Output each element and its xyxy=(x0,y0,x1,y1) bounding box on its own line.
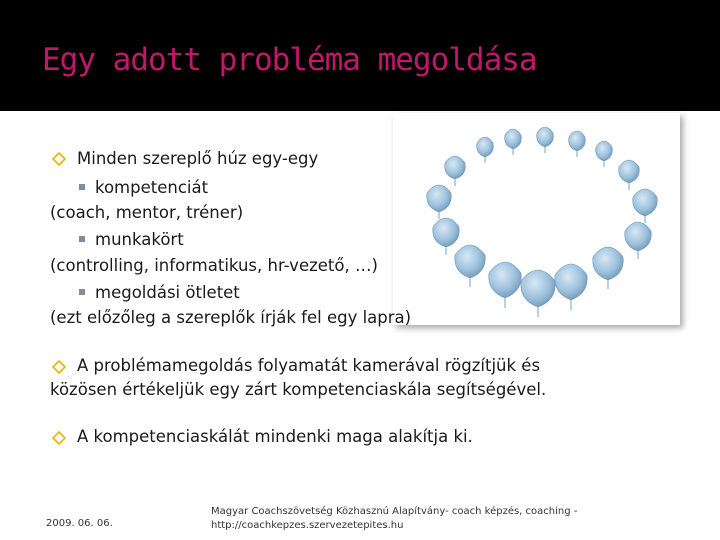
sub-item-text: kompetenciát xyxy=(95,178,209,197)
chairs-image xyxy=(393,113,680,325)
chairs-circle-icon xyxy=(393,113,680,325)
sub-item xyxy=(79,283,240,303)
bullet-text: Minden szereplő húz egy-egy xyxy=(77,149,319,168)
footer-text xyxy=(211,505,577,533)
square-bullet-icon xyxy=(79,184,85,190)
sub-item-text: munkakört xyxy=(95,230,184,249)
sub-item-detail: (coach, mentor, tréner) xyxy=(50,203,244,222)
bullet-text: A kompetenciaskálát mindenki maga alakítja ki. xyxy=(77,427,473,446)
footer-line: Magyar Coachszövetség Közhasznú Alapítvány- coach képzés, coaching - xyxy=(211,506,578,517)
bullet-text: A problémamegoldás folyamatát kamerával rögzítjük és xyxy=(77,356,541,375)
sub-item-text: megoldási ötletet xyxy=(95,283,240,302)
bullet-continuation: közösen értékeljük egy zárt kompetenciaskála segítségével. xyxy=(50,380,547,399)
sub-item-detail: (ezt előzőleg a szereplők írják fel egy lapra) xyxy=(50,308,412,327)
title-bar xyxy=(0,0,720,111)
bullet-icon xyxy=(52,360,66,374)
sub-item xyxy=(79,230,184,250)
bullet-icon xyxy=(52,431,66,445)
square-bullet-icon xyxy=(79,236,85,242)
footer-url: http://coachkepzes.szervezetepites.hu xyxy=(211,520,404,531)
bullet-icon xyxy=(52,152,66,166)
square-bullet-icon xyxy=(79,289,85,295)
sub-item-detail: (controlling, informatikus, hr-vezető, …) xyxy=(50,256,378,275)
slide-title: Egy adott probléma megoldása xyxy=(42,42,537,78)
footer-date: 2009. 06. 06. xyxy=(46,518,113,529)
sub-item xyxy=(79,178,208,198)
